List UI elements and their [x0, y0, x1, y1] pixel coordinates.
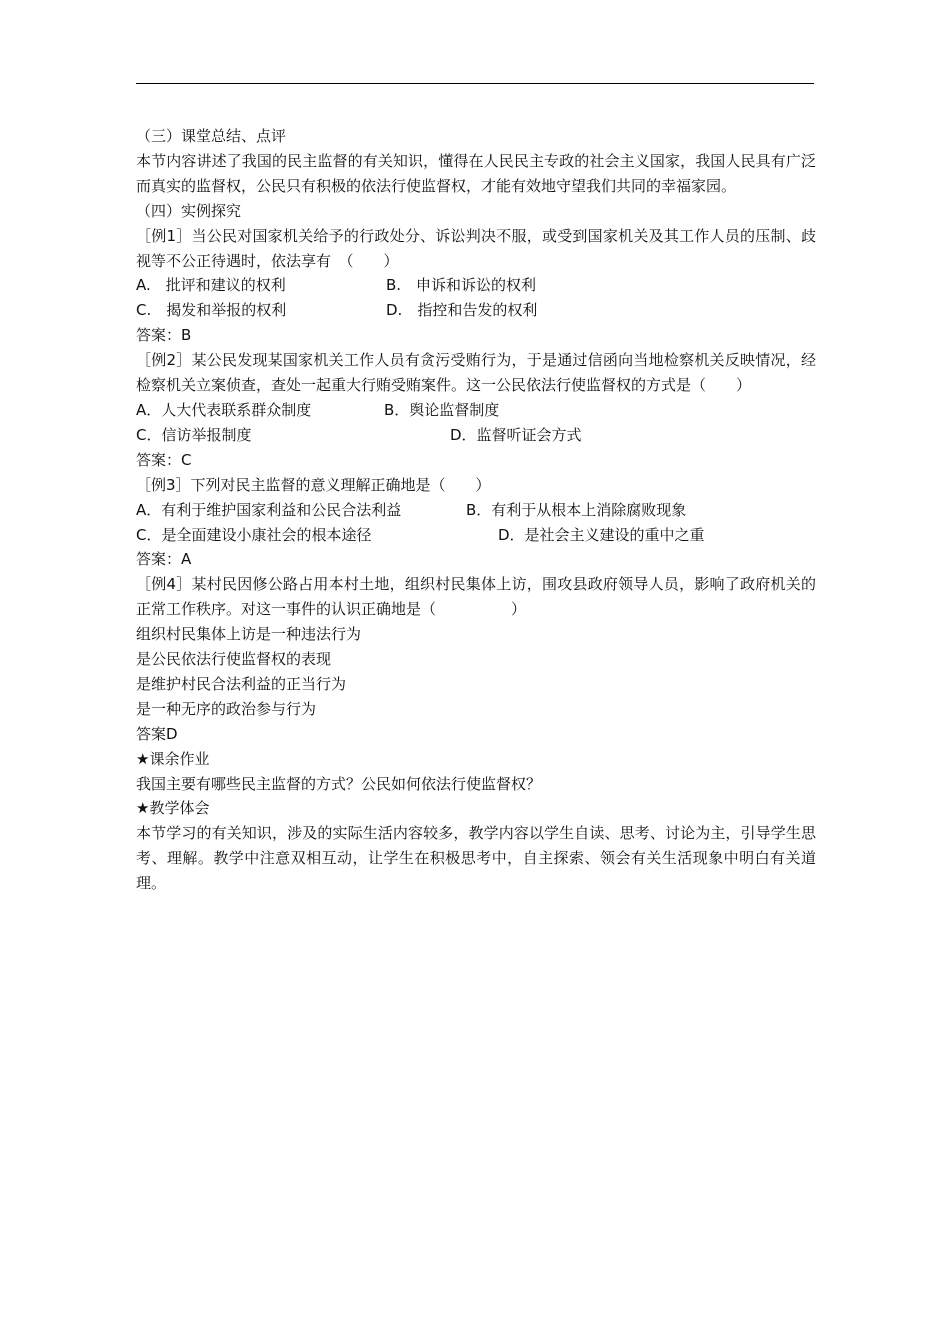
example1-option-c: C. 揭发和举报的权利 — [136, 301, 287, 320]
homework-heading: ★课余作业 — [136, 749, 210, 768]
example3-options-row1 — [136, 498, 816, 523]
example4-question: ［例4］某村民因修公路占用本村土地，组织村民集体上访，围攻县政府领导人员，影响了政府机关的正常工作秩序。对这一事件的认识正确地是（ ） — [136, 575, 816, 619]
example3-question: ［例3］下列对民主监督的意义理解正确地是（ ） — [136, 475, 491, 494]
example4-option-3: 是维护村民合法利益的正当行为 — [136, 674, 347, 693]
example2-option-d: D．监督听证会方式 — [450, 425, 582, 444]
example4-answer: 答案D — [136, 724, 178, 743]
example3-option-b: B．有利于从根本上消除腐败现象 — [466, 500, 687, 519]
example1-options-row1 — [136, 273, 816, 298]
document-body — [136, 124, 816, 896]
example1-option-a: A. 批评和建议的权利 — [136, 276, 286, 295]
example3-option-c: C．是全面建设小康社会的根本途径 — [136, 525, 372, 544]
example2-option-c: C．信访举报制度 — [136, 425, 252, 444]
example2-question: ［例2］某公民发现某国家机关工作人员有贪污受贿行为，于是通过信函向当地检察机关反映情况，经检察机关立案侦查，查处一起重大行贿受贿案件。这一公民依法行使监督权的方式是（ ） — [136, 351, 816, 395]
example1-options-row2 — [136, 298, 816, 323]
example2-option-a: A．人大代表联系群众制度 — [136, 400, 312, 419]
example2-options-row1 — [136, 398, 816, 423]
section3-heading: （三）课堂总结、点评 — [136, 127, 287, 145]
section4-heading: （四）实例探究 — [136, 201, 242, 220]
example3-option-a: A．有利于维护国家利益和公民合法利益 — [136, 500, 402, 519]
example4-option-2: 是公民依法行使监督权的表现 — [136, 650, 332, 669]
example2-options-row2 — [136, 423, 816, 448]
reflection-text: 本节学习的有关知识，涉及的实际生活内容较多，教学内容以学生自读、思考、讨论为主，引导学生思考、理解。教学中注意双相互动，让学生在积极思考中，自主探索、领会有关生活现象中明白有关道理。 — [136, 824, 816, 893]
example4-option-4: 是一种无序的政治参与行为 — [136, 699, 317, 718]
example3-answer: 答案：A — [136, 550, 192, 569]
example2-option-b: B．舆论监督制度 — [384, 400, 500, 419]
example3-option-d: D．是社会主义建设的重中之重 — [498, 525, 705, 544]
example4-option-1: 组织村民集体上访是一种违法行为 — [136, 625, 362, 644]
reflection-heading: ★教学体会 — [136, 799, 210, 818]
example2-answer: 答案：C — [136, 450, 192, 469]
section3-text: 本节内容讲述了我国的民主监督的有关知识，懂得在人民民主专政的社会主义国家，我国人民具有广泛而真实的监督权，公民只有积极的依法行使监督权，才能有效地守望我们共同的幸福家园。 — [136, 151, 816, 195]
example1-option-d: D. 指控和告发的权利 — [386, 301, 538, 320]
homework-text: 我国主要有哪些民主监督的方式？公民如何依法行使监督权？ — [136, 774, 542, 793]
example1-answer: 答案：B — [136, 326, 192, 345]
example1-option-b: B. 申诉和诉讼的权利 — [386, 276, 537, 295]
example3-options-row2 — [136, 523, 816, 548]
example1-question: ［例1］当公民对国家机关给予的行政处分、诉讼判决不服，或受到国家机关及其工作人员的压制、歧视等不公正待遇时，依法享有 （ ） — [136, 226, 816, 270]
header-rule — [136, 83, 814, 84]
